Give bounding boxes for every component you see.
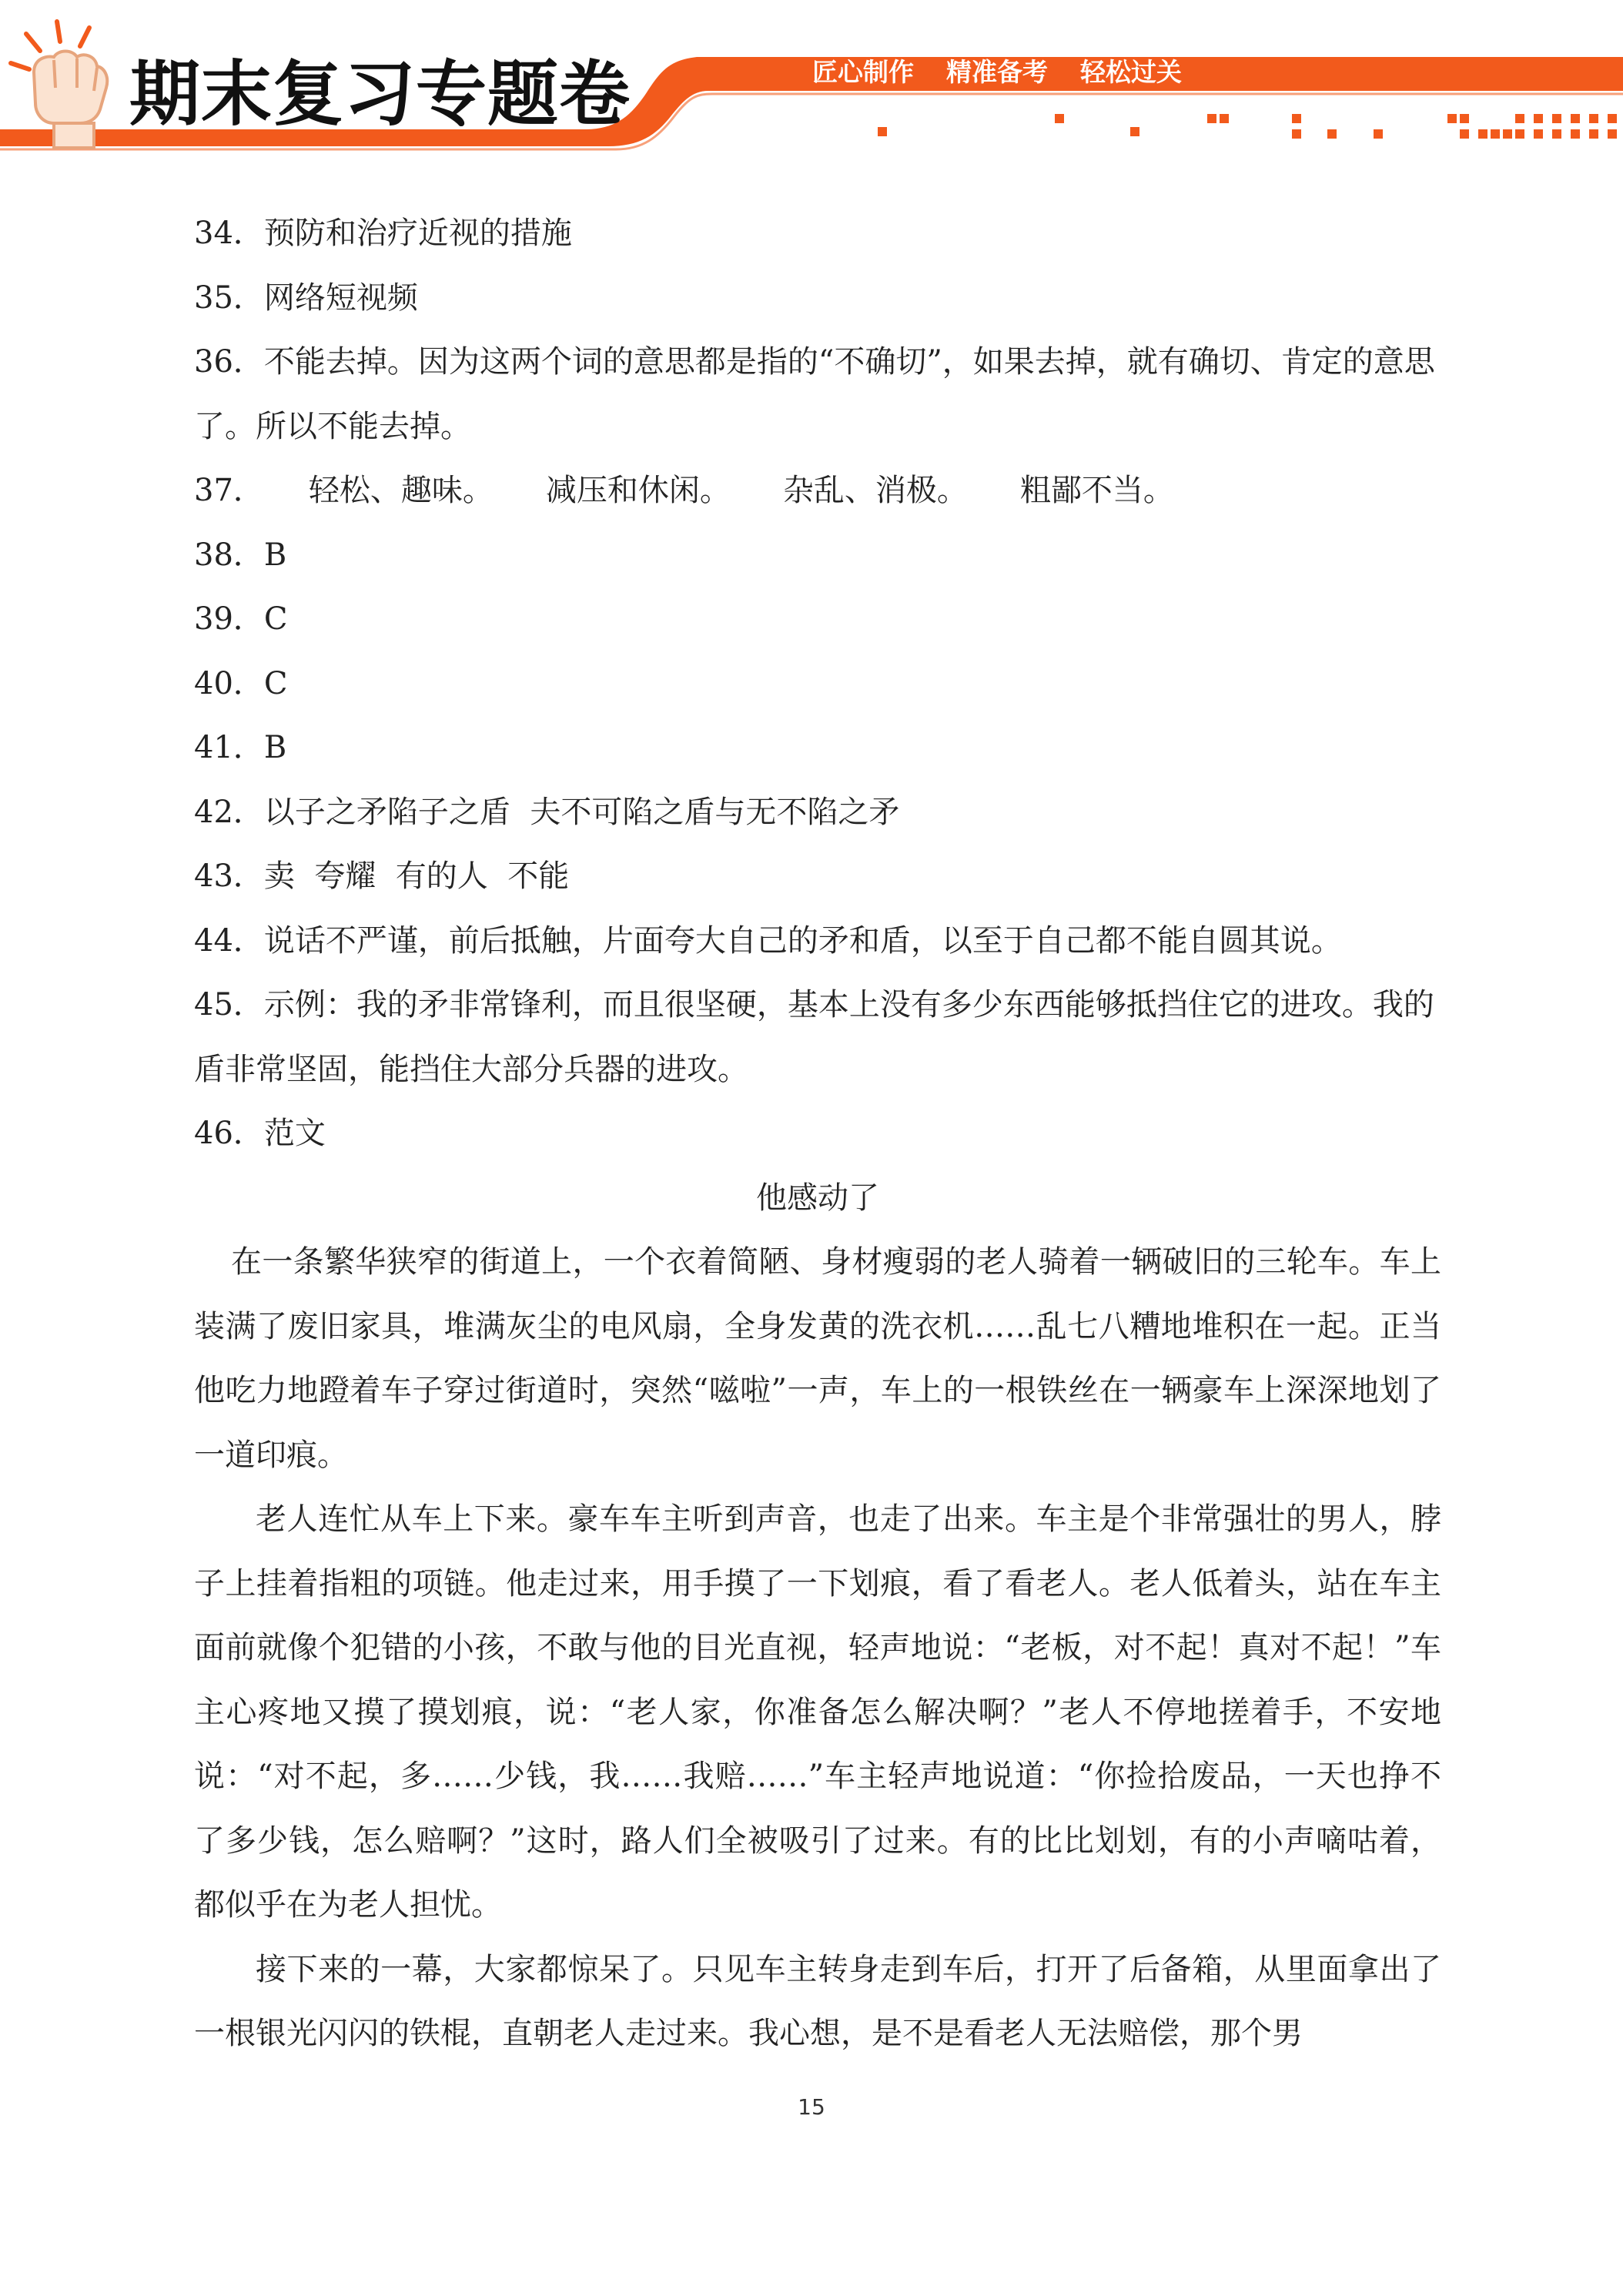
- answer-text: 以子之矛陷子之盾 夫不可陷之盾与无不陷之矛: [263, 794, 900, 830]
- answer-part-4: 粗鄙不当。: [1019, 473, 1174, 508]
- answer-42: [194, 781, 1441, 845]
- answer-text: 不能去掉。因为这两个词的意思都是指的“不确切”，如果去掉，就有确切、肯定的意思了。所以不能去掉。: [194, 344, 1435, 444]
- header-slogans: [812, 52, 1214, 92]
- answer-part-3: 杂乱、消极。: [782, 473, 968, 508]
- answer-38: [194, 524, 1441, 588]
- answer-text: C: [263, 601, 288, 637]
- answer-41: [194, 716, 1441, 781]
- question-number: 38．: [194, 537, 264, 573]
- essay-paragraph-1: 在一条繁华狭窄的街道上，一个衣着简陋、身材瘦弱的老人骑着一辆破旧的三轮车。车上装满了废旧家具，堆满灰尘的电风扇，全身发黄的洗衣机……乱七八糟地堆积在一起。正当他吃力地蹬着车子穿过街道时，突然“嗞啦”一声，车上的一根铁丝在一辆豪车上深深地划了一道印痕。: [194, 1244, 1441, 1473]
- answer-44: [194, 909, 1441, 974]
- answer-36: [194, 330, 1441, 459]
- answer-text: C: [263, 665, 288, 701]
- answer-43: [194, 845, 1441, 909]
- answer-part-2: 减压和休闲。: [545, 473, 731, 508]
- question-number: 46．: [194, 1116, 264, 1151]
- question-number: 39．: [194, 601, 264, 637]
- question-number: 43．: [194, 858, 264, 894]
- answer-text: 卖 夸耀 有的人 不能: [263, 858, 570, 894]
- slogan-1: 匠心制作: [812, 57, 914, 87]
- answer-text: 预防和治疗近视的措施: [263, 216, 572, 251]
- question-number: 41．: [194, 730, 264, 765]
- answer-content: [194, 202, 1441, 2067]
- question-number: 36．: [194, 344, 264, 380]
- answer-text: 说话不严谨，前后抵触，片面夸大自己的矛和盾，以至于自己都不能自圆其说。: [263, 922, 1342, 959]
- answer-34: [194, 202, 1441, 266]
- brand-title: 期末复习专题卷: [129, 53, 631, 136]
- question-number: 34．: [194, 216, 264, 251]
- answer-text: 范文: [263, 1116, 326, 1151]
- answer-text: 示例：我的矛非常锋利，而且很坚硬，基本上没有多少东西能够抵挡住它的进攻。我的盾非常坚固，能挡住大部分兵器的进攻。: [194, 987, 1434, 1087]
- answer-46: [194, 1102, 1441, 1166]
- question-number: 42．: [194, 794, 264, 830]
- essay-title: 他感动了: [756, 1180, 879, 1216]
- page-header: [0, 0, 1623, 154]
- thumbs-up-fist-icon: [3, 11, 126, 149]
- answer-45: [194, 973, 1441, 1102]
- answer-part-1: 轻松、趣味。: [308, 473, 494, 508]
- question-number: 45．: [194, 987, 264, 1022]
- page-number: 15: [798, 2094, 825, 2120]
- slogan-2: 精准备考: [946, 57, 1048, 87]
- question-number: 35．: [194, 279, 264, 316]
- answer-39: [194, 587, 1441, 652]
- slogan-3: 轻松过关: [1080, 57, 1182, 87]
- essay-paragraph-2: 老人连忙从车上下来。豪车车主听到声音，也走了出来。车主是个非常强壮的男人，脖子上挂着指粗的项链。他走过来，用手摸了一下划痕，看了看老人。老人低着头，站在车主面前就像个犯错的小孩，不敢与他的目光直视，轻声地说：“老板，对不起！真对不起！”车主心疼地又摸了摸划痕，说：“老人家，你准备怎么解决啊？”老人不停地搓着手，不安地说：“对不起，多……少钱，我……我赔……”车主轻声地说道：“你捡拾废品，一天也挣不了多少钱，怎么赔啊？”这时，路人们全被吸引了过来。有的比比划划，有的小声嘀咕着，都似乎在为老人担忧。: [194, 1501, 1441, 1923]
- answer-text: B: [263, 537, 287, 573]
- essay-paragraph-3: 接下来的一幕，大家都惊呆了。只见车主转身走到车后，打开了后备箱，从里面拿出了一根银光闪闪的铁棍，直朝老人走过来。我心想，是不是看老人无法赔偿，那个男: [194, 1951, 1441, 2051]
- question-number: 40．: [194, 665, 264, 701]
- answer-text: 网络短视频: [263, 279, 418, 316]
- question-number: 37．: [194, 473, 264, 508]
- answer-text: B: [263, 730, 287, 765]
- answer-37: [194, 459, 1441, 524]
- answer-35: [194, 266, 1441, 331]
- question-number: 44．: [194, 922, 264, 959]
- answer-40: [194, 652, 1441, 717]
